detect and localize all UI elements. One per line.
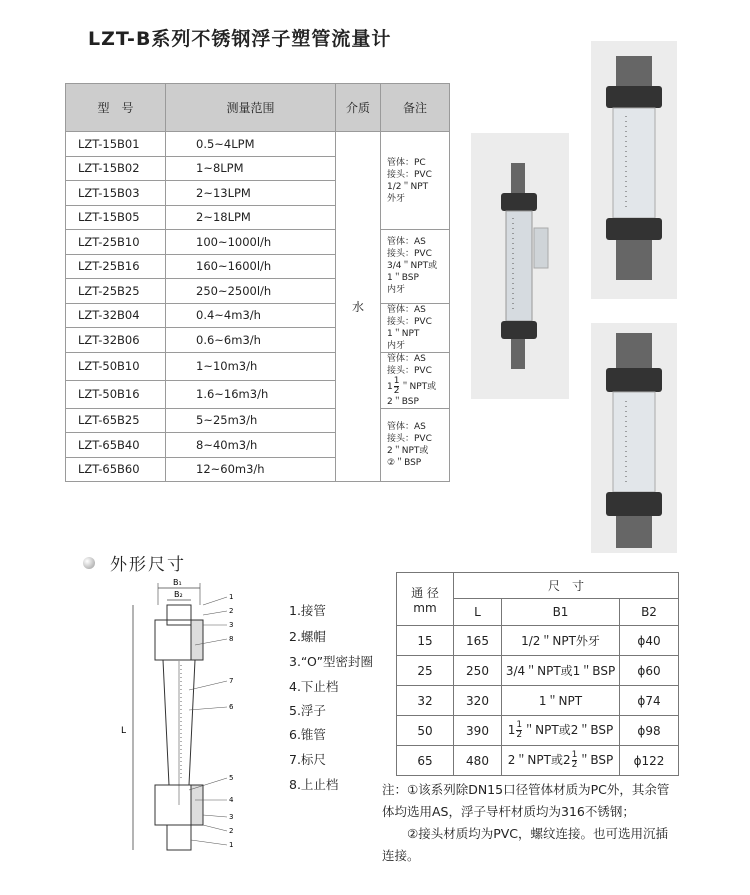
callout-8-top: 8: [229, 635, 234, 643]
note-line-3: ②接头材质均为PVC，螺纹连接。也可选用沉插: [407, 826, 669, 841]
header-b1: B1: [502, 599, 620, 626]
table-row: [397, 626, 679, 656]
range-cell: 1~10m3/h: [166, 352, 336, 380]
note-line: 接头：PVC: [387, 316, 432, 327]
header-b2: B2: [620, 599, 679, 626]
table-row: [397, 656, 679, 686]
note-line: 接头：PVC: [387, 433, 432, 444]
dim-cell-b2: ϕ60: [620, 656, 679, 686]
table-row: [397, 746, 679, 776]
model-cell: LZT-32B06: [66, 328, 166, 353]
dim-cell-b2: ϕ40: [620, 626, 679, 656]
product-photo-small: [471, 133, 569, 399]
note-line: 内牙: [387, 285, 406, 296]
dimension-diagram: [115, 575, 275, 875]
note-cell: [381, 230, 450, 304]
table-row: [66, 408, 450, 433]
dim-cell-b1: 1/2＂NPT外牙: [502, 626, 620, 656]
b1-pre: 2＂NPT或2: [507, 753, 571, 767]
header-size: 尺 寸: [454, 573, 679, 599]
note-line: 接头：PVC: [387, 169, 432, 180]
callout-3-bottom: 3: [229, 813, 234, 821]
fraction: [394, 377, 400, 396]
note-cell: [381, 352, 450, 408]
label-l: L: [121, 726, 127, 736]
table-row: [397, 716, 679, 746]
note-line: 1＂BSP: [387, 273, 419, 284]
dim-cell-l: 250: [454, 656, 502, 686]
frac-rest: ＂NPT或: [400, 381, 437, 392]
dim-cell-b1: 1＂NPT: [502, 686, 620, 716]
dim-cell-dn: 50: [397, 716, 454, 746]
b1-pre: 1: [507, 723, 516, 737]
model-cell: LZT-50B10: [66, 352, 166, 380]
legend-item: 7.标尺: [289, 752, 326, 767]
note-line: 管体：AS: [387, 421, 426, 432]
b1-rest: ＂NPT或2＂BSP: [523, 723, 614, 737]
medium-cell: 水: [336, 132, 381, 482]
note-line: 1＂NPT: [387, 328, 420, 339]
b1-rest: ＂BSP: [578, 753, 614, 767]
model-cell: LZT-65B25: [66, 408, 166, 433]
note-line: 管体：AS: [387, 237, 426, 248]
frac-whole: 1: [387, 381, 393, 392]
table-row: [66, 352, 450, 380]
callout-3-top: 3: [229, 621, 234, 629]
legend-item: 6.锥管: [289, 727, 326, 742]
dim-cell-l: 480: [454, 746, 502, 776]
label-b2: B₂: [174, 590, 183, 599]
frac-den: 2: [571, 760, 578, 770]
range-cell: 12~60m3/h: [166, 457, 336, 482]
callout-5: 5: [229, 774, 234, 782]
range-cell: 0.5~4LPM: [166, 132, 336, 157]
range-cell: 1.6~16m3/h: [166, 380, 336, 408]
note-line: 接头：PVC: [387, 365, 432, 376]
flowmeter-illustration: [471, 133, 569, 399]
range-cell: 2~13LPM: [166, 181, 336, 206]
dim-cell-b1: 3/4＂NPT或1＂BSP: [502, 656, 620, 686]
header-medium: 介质: [336, 84, 381, 132]
fraction: [572, 751, 578, 770]
frac-num: 1: [516, 720, 523, 730]
section-bullet-icon: [83, 557, 95, 569]
range-cell: 0.4~4m3/h: [166, 303, 336, 328]
dim-cell-b1: [502, 716, 620, 746]
note-cell: [381, 408, 450, 482]
range-cell: 160~1600l/h: [166, 254, 336, 279]
callout-2-top: 2: [229, 607, 234, 615]
frac-den: 2: [393, 385, 400, 396]
model-cell: LZT-65B60: [66, 457, 166, 482]
product-photo-bottom: [591, 323, 677, 553]
range-cell: 5~25m3/h: [166, 408, 336, 433]
note-text: ＂BSP: [395, 457, 422, 468]
note-line: 管体：PC: [387, 157, 426, 168]
note-line: 管体：AS: [387, 304, 426, 315]
table-row: [66, 230, 450, 255]
legend-item: 2.螺帽: [289, 629, 326, 644]
dim-cell-dn: 32: [397, 686, 454, 716]
dim-cell-b1: [502, 746, 620, 776]
note-line: 3/4＂NPT或: [387, 261, 438, 272]
dim-cell-dn: 15: [397, 626, 454, 656]
note-line-2: 体均选用AS，浮子导杆材质均为316不锈钢；: [382, 804, 635, 819]
callout-7: 7: [229, 677, 234, 685]
circled-mark: ②: [387, 457, 396, 468]
dimension-table: [396, 572, 679, 776]
note-cell: [381, 132, 450, 230]
frac-num: 1: [393, 375, 400, 386]
legend-item: 8.上止档: [289, 777, 339, 792]
note-line-1: 注：①该系列除DN15口径管体材质为PC外，其余管: [382, 782, 670, 797]
model-cell: LZT-15B03: [66, 181, 166, 206]
callout-1-bottom: 1: [229, 841, 234, 849]
model-cell: LZT-65B40: [66, 433, 166, 458]
frac-num: 1: [571, 750, 578, 760]
table-row: [66, 303, 450, 328]
note-line-4: 连接。: [382, 848, 420, 863]
range-cell: 250~2500l/h: [166, 279, 336, 304]
note-line: 内牙: [387, 340, 406, 351]
model-cell: LZT-15B02: [66, 156, 166, 181]
note-line: 2＂NPT或: [387, 445, 429, 456]
label-b1: B₁: [173, 578, 182, 587]
header-model: 型 号: [66, 84, 166, 132]
note-line: 2＂BSP: [387, 396, 419, 407]
model-cell: LZT-15B01: [66, 132, 166, 157]
dim-cell-dn: 25: [397, 656, 454, 686]
header-dn-line1: 通 径: [411, 585, 439, 600]
note-cell: [381, 303, 450, 352]
model-cell: LZT-32B04: [66, 303, 166, 328]
header-range: 测量范围: [166, 84, 336, 132]
model-cell: LZT-15B05: [66, 205, 166, 230]
frac-den: 2: [516, 730, 523, 740]
spec-header-row: [66, 84, 450, 132]
callout-1-top: 1: [229, 593, 234, 601]
legend-item: 4.下止档: [289, 679, 339, 694]
note-line: 外牙: [387, 193, 406, 204]
header-dn-line2: mm: [413, 600, 437, 615]
legend-item: 1.接管: [289, 603, 326, 618]
range-cell: 2~18LPM: [166, 205, 336, 230]
callout-4: 4: [229, 796, 234, 804]
dim-cell-l: 390: [454, 716, 502, 746]
header-l: L: [454, 599, 502, 626]
dim-cell-l: 320: [454, 686, 502, 716]
dim-cell-l: 165: [454, 626, 502, 656]
dim-cell-b2: ϕ98: [620, 716, 679, 746]
flowmeter-illustration: [591, 41, 677, 299]
model-cell: LZT-50B16: [66, 380, 166, 408]
model-cell: LZT-25B16: [66, 254, 166, 279]
product-photo-top: [591, 41, 677, 299]
note-line: [387, 457, 449, 469]
dim-cell-dn: 65: [397, 746, 454, 776]
table-row: [397, 686, 679, 716]
dim-cell-b2: ϕ74: [620, 686, 679, 716]
range-cell: 1~8LPM: [166, 156, 336, 181]
note-line: 1/2＂NPT: [387, 181, 429, 192]
range-cell: 100~1000l/h: [166, 230, 336, 255]
header-dn: [397, 573, 454, 626]
page-title: LZT-B系列不锈钢浮子塑管流量计: [88, 28, 392, 50]
fraction: [516, 721, 522, 740]
header-note: 备注: [381, 84, 450, 132]
legend-item: 3.“O”型密封圈: [289, 654, 374, 669]
range-cell: 0.6~6m3/h: [166, 328, 336, 353]
note-line: 接头：PVC: [387, 249, 432, 260]
callout-6: 6: [229, 703, 234, 711]
callout-2-bottom: 2: [229, 827, 234, 835]
spec-table: [65, 83, 450, 482]
range-cell: 8~40m3/h: [166, 433, 336, 458]
flowmeter-illustration: [591, 323, 677, 553]
note-line: 管体：AS: [387, 353, 426, 364]
note-line: [387, 377, 449, 396]
dim-cell-b2: ϕ122: [620, 746, 679, 776]
model-cell: LZT-25B25: [66, 279, 166, 304]
legend-item: 5.浮子: [289, 703, 326, 718]
section-title: 外形尺寸: [110, 555, 186, 575]
model-cell: LZT-25B10: [66, 230, 166, 255]
table-row: [66, 132, 450, 157]
